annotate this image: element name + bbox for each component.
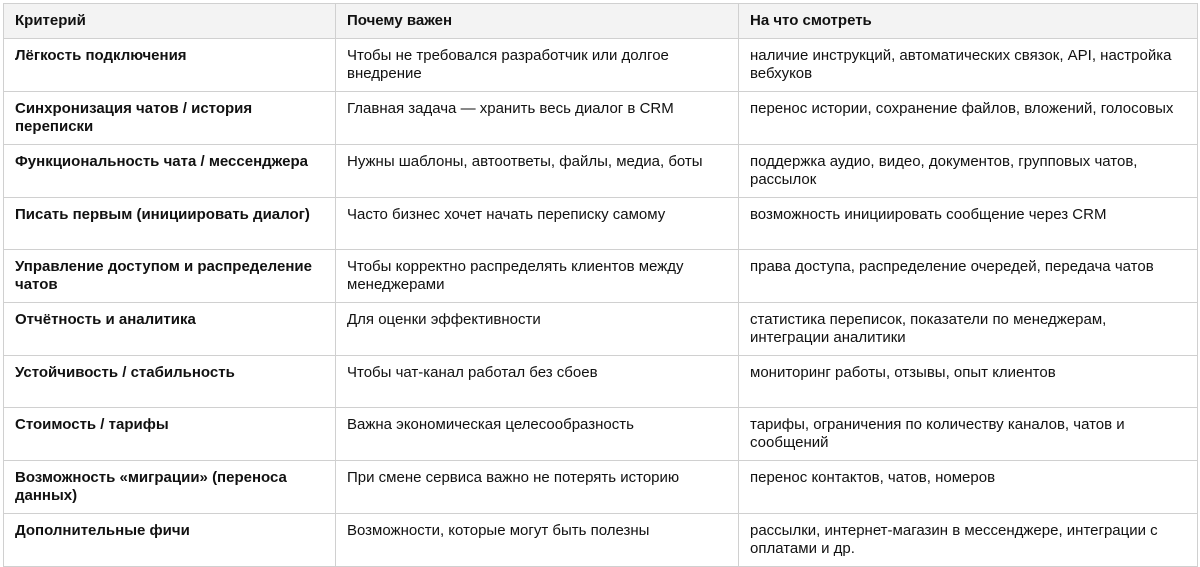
criterion-cell: Писать первым (инициировать диалог) [4,198,336,250]
criterion-cell: Стоимость / тарифы [4,408,336,461]
what-cell: рассылки, интернет-магазин в мессенджере, интеграции с оплатами и др. [739,514,1198,567]
criterion-cell: Управление доступом и распределение чатов [4,250,336,303]
criteria-table [3,3,1198,567]
table-row [4,250,1198,303]
criterion-cell: Дополнительные фичи [4,514,336,567]
criterion-cell: Функциональность чата / мессенджера [4,145,336,198]
column-header-what: На что смотреть [739,4,1198,39]
what-cell: статистика переписок, показатели по менеджерам, интеграции аналитики [739,303,1198,356]
why-cell: Чтобы не требовался разработчик или долгое внедрение [336,39,739,92]
why-cell: Нужны шаблоны, автоответы, файлы, медиа, боты [336,145,739,198]
what-cell: наличие инструкций, автоматических связок, API, настройка вебхуков [739,39,1198,92]
criterion-cell: Возможность «миграции» (переноса данных) [4,461,336,514]
what-cell: мониторинг работы, отзывы, опыт клиентов [739,356,1198,408]
table-row [4,408,1198,461]
criterion-cell: Отчётность и аналитика [4,303,336,356]
column-header-criterion: Критерий [4,4,336,39]
what-cell: тарифы, ограничения по количеству каналов, чатов и сообщений [739,408,1198,461]
table-row [4,514,1198,567]
table-row [4,461,1198,514]
why-cell: Чтобы корректно распределять клиентов между менеджерами [336,250,739,303]
column-header-why: Почему важен [336,4,739,39]
what-cell: поддержка аудио, видео, документов, групповых чатов, рассылок [739,145,1198,198]
table-row [4,145,1198,198]
what-cell: перенос контактов, чатов, номеров [739,461,1198,514]
what-cell: права доступа, распределение очередей, передача чатов [739,250,1198,303]
why-cell: Возможности, которые могут быть полезны [336,514,739,567]
why-cell: Чтобы чат-канал работал без сбоев [336,356,739,408]
why-cell: При смене сервиса важно не потерять историю [336,461,739,514]
why-cell: Для оценки эффективности [336,303,739,356]
table-row [4,198,1198,250]
what-cell: перенос истории, сохранение файлов, вложений, голосовых [739,92,1198,145]
table-row [4,39,1198,92]
criterion-cell: Устойчивость / стабильность [4,356,336,408]
table-row [4,356,1198,408]
criterion-cell: Лёгкость подключения [4,39,336,92]
why-cell: Важна экономическая целесообразность [336,408,739,461]
table-row [4,303,1198,356]
what-cell: возможность инициировать сообщение через CRM [739,198,1198,250]
criterion-cell: Синхронизация чатов / история переписки [4,92,336,145]
why-cell: Главная задача — хранить весь диалог в CRM [336,92,739,145]
table-header-row [4,4,1198,39]
why-cell: Часто бизнес хочет начать переписку самому [336,198,739,250]
table-row [4,92,1198,145]
